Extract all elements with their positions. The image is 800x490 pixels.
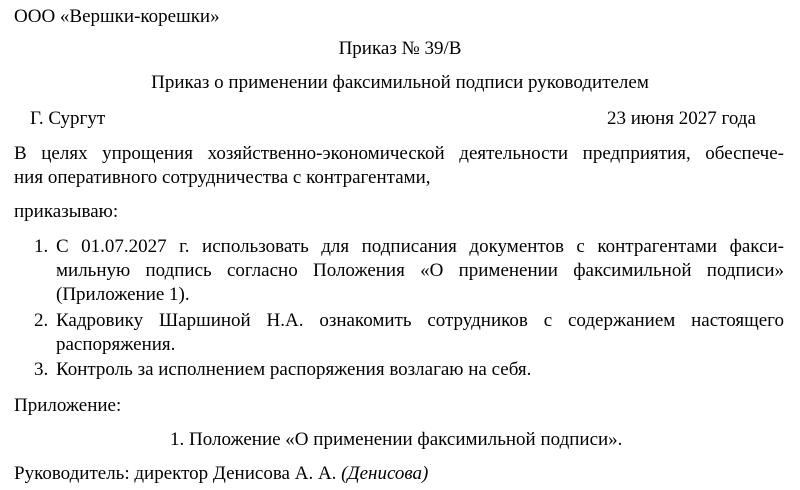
preamble-line-1: В целях упрощения хозяйственно-экономической деятельности предприятия, обеспече- — [14, 143, 784, 164]
handwritten-signature: (Денисова) — [341, 463, 429, 484]
order-date: 23 июня 2027 года — [607, 108, 756, 129]
organization-name: ООО «Вершки-корешки» — [14, 6, 220, 27]
list-item-line: (Приложение 1). — [56, 284, 190, 305]
list-item-line: Контроль за исполнением распоряжения возлагаю на себя. — [56, 359, 532, 380]
list-item-line: мильную подпись согласно Положения «О применении факсимильной подписи» — [56, 260, 784, 281]
appendix-label: Приложение: — [14, 395, 122, 416]
appendix-item: 1. Положение «О применении факсимильной подписи». — [170, 429, 623, 450]
order-word: приказываю: — [14, 201, 119, 222]
order-title: Приказ о применении факсимильной подписи руководителем — [151, 72, 649, 93]
signature-label: Руководитель: директор Денисова А. А. — [14, 463, 337, 484]
list-item-number: 2. — [34, 310, 49, 331]
preamble-line-2: ния оперативного сотрудничества с контрагентами, — [14, 167, 431, 188]
list-item-line: распоряжения. — [56, 334, 176, 355]
signature-line — [14, 463, 428, 485]
city: Г. Сургут — [30, 108, 106, 129]
list-item-number: 3. — [34, 359, 49, 380]
list-item-number: 1. — [34, 236, 49, 257]
list-item-line: С 01.07.2027 г. использовать для подписания документов с контрагентами факси- — [56, 236, 784, 257]
list-item-line: Кадровику Шаршиной Н.А. ознакомить сотрудников с содержанием настоящего — [56, 310, 784, 331]
order-number: Приказ № 39/В — [338, 38, 462, 59]
